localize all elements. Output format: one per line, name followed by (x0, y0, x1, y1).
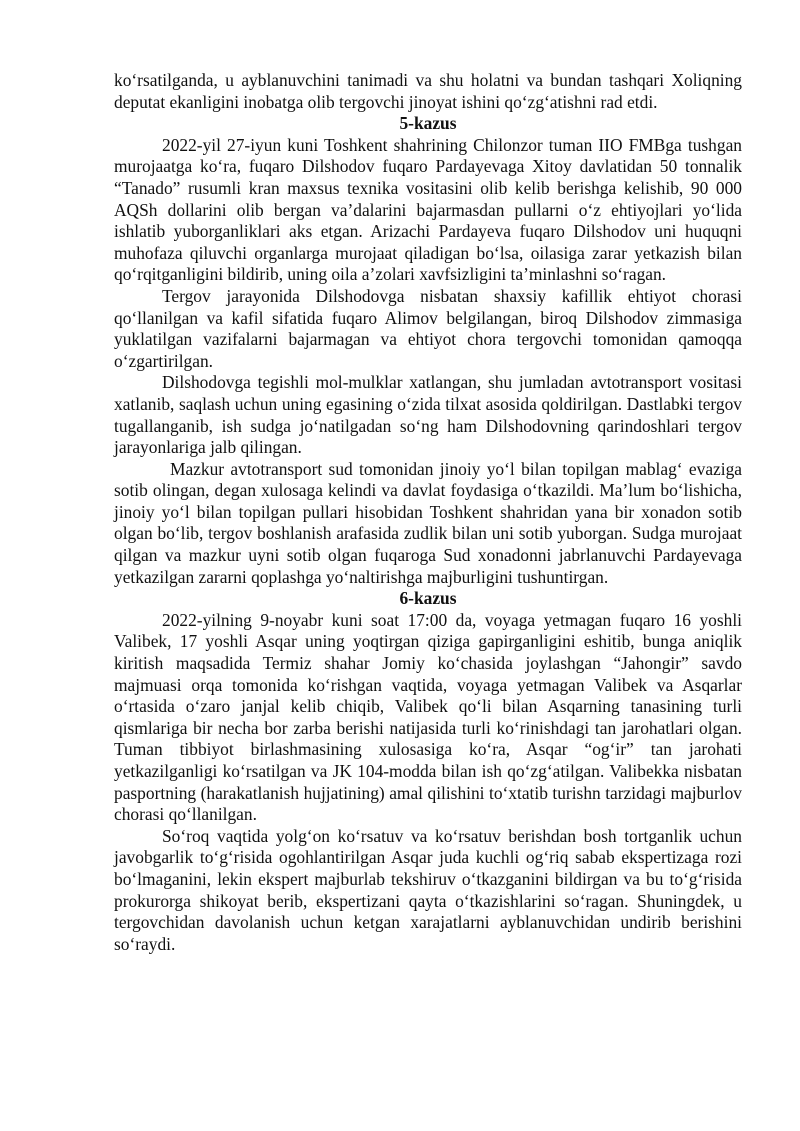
intro-paragraph: ko‘rsatilganda, u ayblanuvchini tanimadi va shu holatni va bundan tashqari Xoliqning deputat ekanligini inobatga olib tergovchi jinoyat ishini qo‘zg‘atishni rad etdi. (114, 70, 742, 112)
case-5-paragraph-2: Tergov jarayonida Dilshodovga nisbatan shaxsiy kafillik ehtiyot chorasi qo‘llanilgan va kafil sifatida fuqaro Alimov belgilangan, biroq Dilshodov zimmasiga yuklatilgan vazifalarni bajarmagan va ehtiyot chora tergovchi tomonidan qamoqqa o‘zgartirilgan. (114, 285, 742, 371)
case-6-heading: 6-kazus (399, 588, 457, 609)
case-5-heading: 5-kazus (399, 113, 457, 134)
case-5-paragraph-1: 2022-yil 27-iyun kuni Toshkent shahrining Chilonzor tuman IIO FMBga tushgan murojaatga ko‘ra, fuqaro Dilshodov fuqaro Pardayevaga Xitoy davlatidan 50 tonnalik “Tanado” rusumli kran maxsus texnika vositasini olib kelib berishga kelishib, 90 000 AQSh dollarini olib bergan va’dalarini bajarmasdan pullarni o‘z ehtiyojlari yo‘lida ishlatib yuborganliklari aks etgan. Arizachi Pardayeva fuqaro Dilshodov uni huquqni muhofaza qiluvchi organlarga murojaat qiladigan bo‘lsa, oilasiga zarar yetkazish bilan qo‘rqitganligini bildirib, uning oila a’zolari xavfsizligini ta’minlashni so‘ragan. (114, 134, 742, 285)
document-page (114, 70, 742, 955)
case-6-paragraph-2: So‘roq vaqtida yolg‘on ko‘rsatuv va ko‘rsatuv berishdan bosh tortganlik uchun javobgarlik to‘g‘risida ogohlantirilgan Asqar juda kuchli og‘riq sabab ekspertizaga rozi bo‘lmaganini, lekin ekspert majburlab tekshiruv o‘tkazganini bildirgan va bu to‘g‘risida prokurorga shikoyat berib, ekspertizani qayta o‘tkazishlarini so‘ragan. Shuningdek, u tergovchidan davolanish uchun ketgan xarajatlarni ayblanuvchidan undirib berishini so‘raydi. (114, 825, 742, 954)
case-6-paragraph-1: 2022-yilning 9-noyabr kuni soat 17:00 da, voyaga yetmagan fuqaro 16 yoshli Valibek, 17 yoshli Asqar uning yoqtirgan qiziga gapirganligini eshitib, bunga aniqlik kiritish maqsadida Termiz shahar Jomiy ko‘chasida joylashgan “Jahongir” savdo majmuasi orqa tomonida ko‘rishgan vaqtida, voyaga yetmagan Valibek va Asqarlar o‘rtasida o‘zaro janjal kelib chiqib, Valibek qo‘li bilan Asqarning tanasining turli qismlariga bir necha bor zarba berishi natijasida turli ko‘rinishdagi tan jarohatlari olgan. Tuman tibbiyot birlashmasining xulosasiga ko‘ra, Asqar “og‘ir” tan jarohati yetkazilganligi ko‘rsatilgan va JK 104-modda bilan ish qo‘zg‘atilgan. Valibekka nisbatan pasportning (harakatlanish hujjatining) amal qilishini to‘xtatib turishn tarzidagi majburlov chorasi qo‘llanilgan. (114, 609, 742, 825)
case-5-paragraph-3: Dilshodovga tegishli mol-mulklar xatlangan, shu jumladan avtotransport vositasi xatlanib, saqlash uchun uning egasining o‘zida tilxat asosida qoldirilgan. Dastlabki tergov tugallanganib, ish sudga jo‘natilgadan so‘ng ham Dilshodovning qarindoshlari tergov jarayonlariga jalb qilingan. (114, 372, 742, 458)
case-5-paragraph-4: Mazkur avtotransport sud tomonidan jinoiy yo‘l bilan topilgan mablag‘ evaziga sotib olingan, degan xulosaga kelindi va davlat foydasiga o‘tkazildi. Ma’lum bo‘lishicha, jinoiy yo‘l bilan topilgan pullari hisobidan Toshkent shahridan yana bir xonadon sotib olgan bo‘lib, tergov boshlanish arafasida zudlik bilan uni sotib yuborgan. Sudga murojaat qilgan va mazkur uyni sotib olgan fuqaroga Sud xonadonni jabrlanuvchi Pardayevaga yetkazilgan zararni qoplashga yo‘naltirishga majburligini tushuntirgan. (114, 458, 742, 587)
